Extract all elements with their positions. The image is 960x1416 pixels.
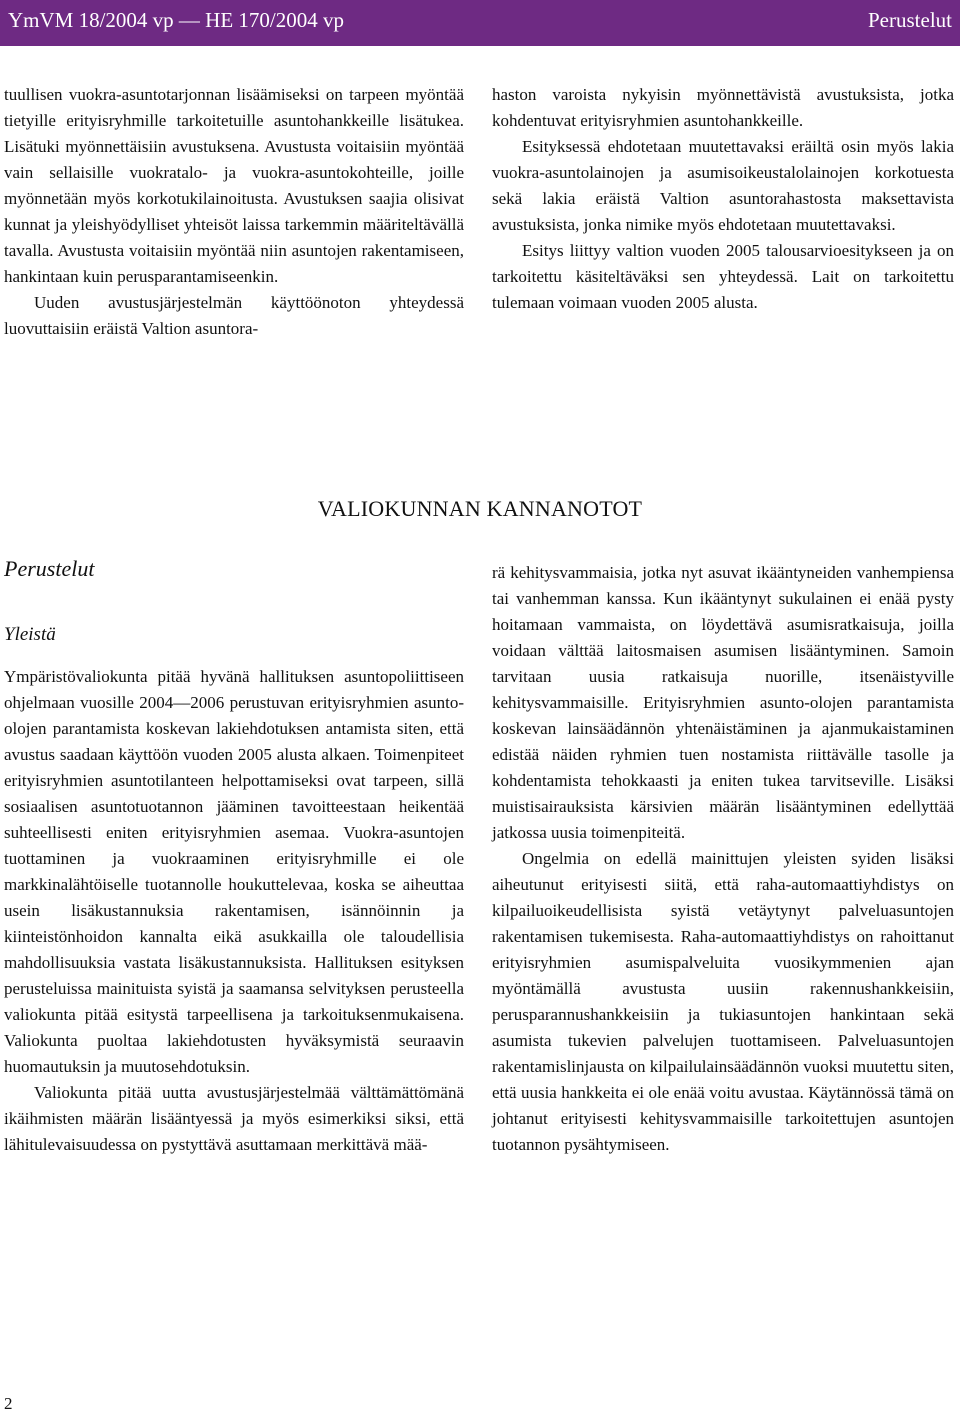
page-header [0,0,960,46]
subheading-yleista: Yleistä [4,624,56,645]
paragraph: Valiokunta pitää uutta avustusjärjestelmää välttämättömänä ikäihmisten määrän lisääntyessä ja myös esimerkiksi siksi, että lähitulevaisuudessa on pystyttävä asuttamaan merkittävä mää- [4,1083,464,1154]
document-reference: YmVM 18/2004 vp — HE 170/2004 vp [8,8,344,32]
text-column-3 [4,664,464,1158]
paragraph: Ongelmia on edellä mainittujen yleisten syiden lisäksi aiheutunut erityisesti siitä, että raha-automaattiyhdistys on kilpailuoikeudellisista syistä vetäytynyt palveluasuntojen rakentamisen tukemisesta. Raha-automaattiyhdistys on rahoittanut erityisryhmien asumispalveluita vuosikymmenien ajan myöntämällä avustusta uusiin rakennushankkeisiin, perusparannushankkeisiin ja tukiasuntojen hankintaan sekä asumista tukevien palvelujen tuottamiseen. Palveluasuntojen rakentamislinjausta on kilpailulainsäädännön vuoksi muutettu siten, että uusia hankkeita ei ole enää voitu avustaa. Käytännössä tämä on johtanut erityisesti kehitysvammaisille tarkoitettujen asuntojen tuotannon pysähtymiseen. [492,849,954,1154]
page-number: 2 [4,1394,13,1413]
text-column-2 [492,82,954,316]
text-column-4 [492,560,954,1158]
paragraph: Uuden avustusjärjestelmän käyttöönoton yhteydessä luovuttaisiin eräistä Valtion asuntora- [4,293,464,338]
paragraph: Esitys liittyy valtion vuoden 2005 talousarvioesitykseen ja on tarkoitettu käsiteltäväksi sen yhteydessä. Lait on tarkoitettu tulemaan voimaan vuoden 2005 alusta. [492,241,954,312]
text-column-1 [4,82,464,342]
paragraph: haston varoista nykyisin myönnettävistä avustuksista, jotka kohdentuvat erityisryhmien asuntohankkeille. [492,85,954,130]
subheading-perustelut: Perustelut [4,556,95,581]
section-label: Perustelut [868,8,952,32]
paragraph: rä kehitysvammaisia, jotka nyt asuvat ikääntyneiden vanhempiensa tai vanhemman kanssa. Kun ikääntynyt sukulainen ei enää pysty hoitamaan vammaista, on löydettävä asumisratkaisuja, joilla voidaan välttää laitosmaisen asumisen lisääntyminen. Samoin tarvitaan uusia ratkaisuja nuorille, itsenäistyville kehitysvammaisille. Erityisryhmien asunto-olojen parantamista koskevan lainsäädännön yhtenäistäminen ja ajanmukaistaminen edistää näiden ryhmien tuen nostamista riittävälle tasolle ja kohdentamista tehokkaasti ja eniten tukea tarvitseville. Lisäksi muistisairauksista kärsivien määrän lisääntyminen edellyttää jatkossa uusia toimenpiteitä. [492,563,954,842]
paragraph: Ympäristövaliokunta pitää hyvänä hallituksen asuntopoliittiseen ohjelmaan vuosille 2004—2006 perustuvan erityisryhmien asunto-olojen parantamista koskevan lakiehdotuksen antamista siten, että avustus saadaan käyttöön vuoden 2005 alusta alkaen. Toimenpiteet erityisryhmien asuntotilanteen helpottamiseksi ovat tarpeen, sillä sosiaalisen asuntotuotannon jääminen tavoitteestaan heikentää suhteellisesti eniten erityisryhmien asemaa. Vuokra-asuntojen tuottaminen ja vuokraaminen erityisryhmille ei ole markkinalähtöiselle tuotannolle houkuttelevaa, koska se aiheuttaa usein lisäkustannuksia rakentamisen, isännöinnin ja kiinteistönhoidon kannalta eikä asukkailla ole taloudellisia mahdollisuuksia vastata lisäkustannuksista. Hallituksen esityksen perusteluissa mainituista syistä ja saamansa selvityksen perusteella valiokunta pitää esitystä tarpeellisena ja tarkoituksenmukaisena. Valiokunta puoltaa lakiehdotusten hyväksymistä seuraavin huomautuksin ja muutosehdotuksin. [4,667,464,1076]
paragraph: Esityksessä ehdotetaan muutettavaksi eräiltä osin myös lakia vuokra-asuntolainojen ja asumisoikeustalolainojen korkotuesta sekä lakia eräistä Valtion asuntorahastosta maksettavista avustuksista, jonka nimike myös ehdotetaan muutettavaksi. [492,137,954,234]
paragraph: tuullisen vuokra-asuntotarjonnan lisäämiseksi on tarpeen myöntää tietyille erityisryhmille tarkoitetuille asuntohankkeille lisätukea. Lisätuki myönnettäisiin avustuksena. Avustusta voitaisiin myöntää vain sellaisille vuokratalo- ja vuokra-asuntokohteille, joille myönnetään myös korkotukilainoitusta. Avustuksen saajia olisivat kunnat ja yleishyödylliset yhteisöt laissa tarkemmin määriteltävällä tavalla. Avustusta voitaisiin myöntää niin asuntojen rakentamiseen, hankintaan kuin perusparantamiseenkin. [4,85,464,286]
section-title: VALIOKUNNAN KANNANOTOT [317,496,643,521]
